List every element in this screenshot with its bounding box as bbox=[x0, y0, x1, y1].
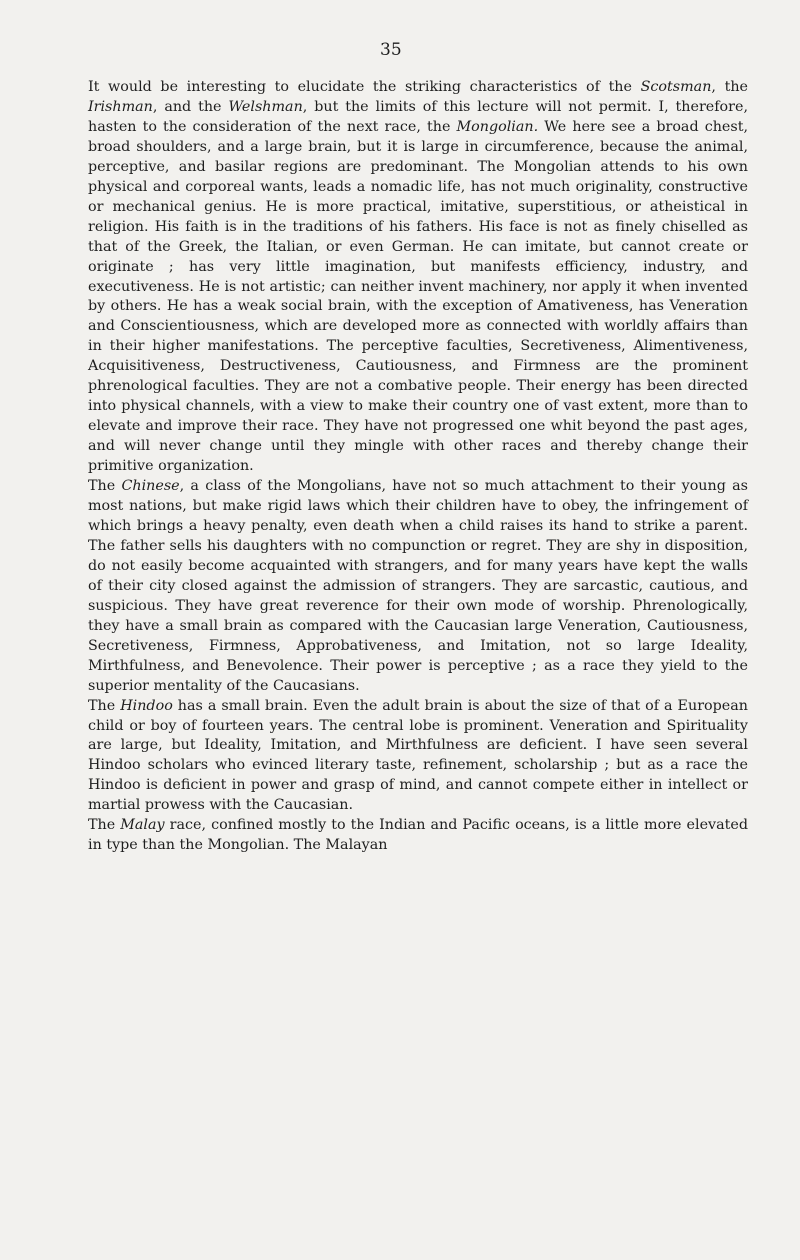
italic-term: Malay bbox=[120, 817, 165, 834]
text-run: The bbox=[88, 817, 121, 834]
body-text bbox=[88, 78, 748, 856]
text-run: The bbox=[88, 478, 122, 495]
text-run: has a small brain. Even the adult brain is about the size of that of a European child or boy of fourteen years. The central lobe is prominent. Veneration and Spirituality are large, but Ideality, Imitation, and Mirthfulness are deficient. I have seen several Hindoo scholars who evinced literary taste, refinement, scholarship ; but as a race the Hindoo is deficient in power and grasp of mind, and cannot compete either in intellect or martial prowess with the Caucasian. bbox=[88, 697, 748, 814]
italic-term: Scotsman bbox=[640, 79, 712, 95]
paragraph bbox=[88, 477, 748, 696]
page-number: 35 bbox=[380, 40, 402, 60]
paragraph bbox=[88, 697, 748, 817]
text-run: , and the bbox=[152, 98, 229, 115]
italic-term: Welshman bbox=[228, 98, 303, 115]
text-run: The bbox=[88, 697, 121, 714]
text-run: , but the limits of this lecture will not permit. I, therefore, hasten to the consideration of the next race, the bbox=[88, 98, 748, 135]
italic-term: Mongolian. bbox=[456, 118, 539, 135]
text-run: , the bbox=[711, 79, 748, 95]
text-run: It would be interesting to elucidate the striking characteristics of the bbox=[88, 79, 641, 95]
italic-term: Chinese bbox=[121, 478, 180, 495]
text-run: We here see a broad chest, broad shoulders, and a large brain, but it is large in circumference, because the animal, perceptive, and basilar regions are predominant. The Mongolian attends to his own physical and corporeal wants, leads a nomadic life, has not much originality, constructive or mechanical genius. He is more practical, imitative, superstitious, or atheistical in religion. His faith is in the traditions of his fathers. His face is not as finely chiselled as that of the Greek, the Italian, or even German. He can imitate, but cannot create or originate ; has very little imagination, but manifests efficiency, industry, and executiveness. He is not artistic; can neither invent machinery, nor apply it when invented by others. He has a weak social brain, with the exception of Amativeness, has Veneration and Conscientiousness, which are developed more as connected with worldly affairs than in their higher manifestations. The perceptive faculties, Secretiveness, Alimentiveness, Acquisitiveness, Destructiveness, Cautiousness, and Firmness are the prominent phrenological faculties. They are not a combative people. Their energy has been directed into physical channels, with a view to make their country one of vast extent, more than to elevate and improve their race. They have not progressed one whit beyond the past ages, and will never change until they mingle with other races and thereby change their primitive organization. bbox=[88, 118, 749, 475]
italic-term: Hindoo bbox=[120, 697, 173, 714]
text-run: race, confined mostly to the Indian and Pacific oceans, is a little more elevated in type than the Mongolian. The Malayan bbox=[88, 817, 749, 854]
text-run: , a class of the Mongolians, have not so much attachment to their young as most nations, but make rigid laws which their children have to obey, the infringement of which brings a heavy penalty, even death when a child raises its hand to strike a parent. The father sells his daughters with no compunction or regret. They are shy in disposition, do not easily become acquainted with strangers, and for many years have kept the walls of their city closed against the admission of strangers. They are sarcastic, cautious, and suspicious. They have great reverence for their own mode of worship. Phrenologically, they have a small brain as compared with the Caucasian large Veneration, Cautiousness, Secretiveness, Firmness, Approbativeness, and Imitation, not so large Ideality, Mirthfulness, and Benevolence. Their power is perceptive ; as a race they yield to the superior mentality of the Caucasians. bbox=[88, 478, 748, 694]
italic-term: Irishman bbox=[88, 98, 153, 115]
paragraph bbox=[88, 816, 748, 856]
paragraph bbox=[88, 78, 748, 477]
